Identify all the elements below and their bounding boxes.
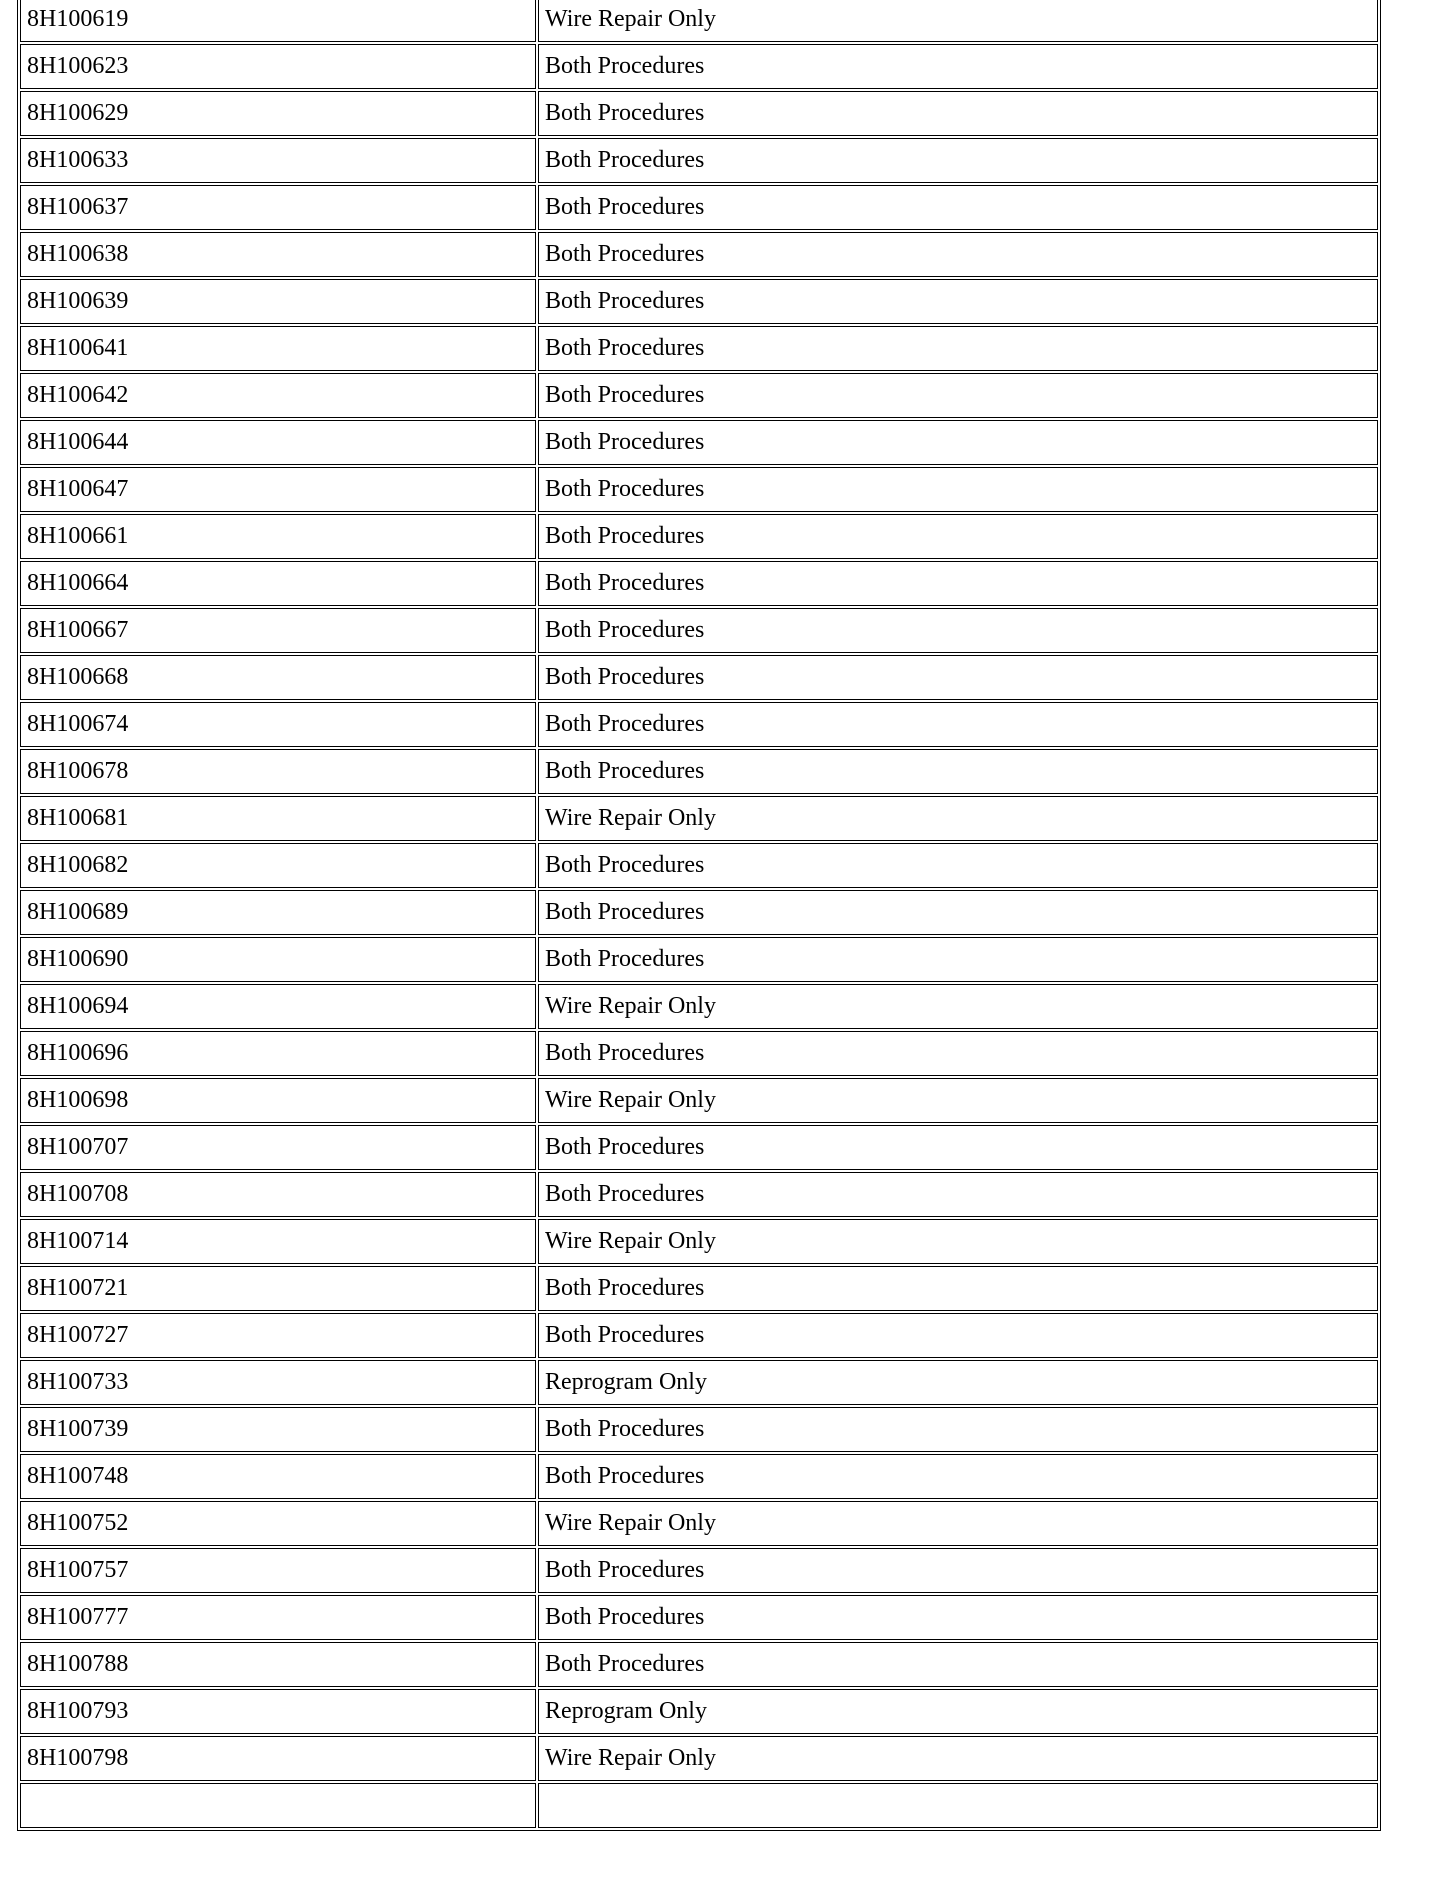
procedure-cell: Both Procedures: [538, 1125, 1378, 1170]
serial-cell: 8H100696: [20, 1031, 536, 1076]
table-row: [20, 467, 1378, 512]
serial-cell: 8H100682: [20, 843, 536, 888]
table-row: [20, 1548, 1378, 1593]
serial-cell: 8H100639: [20, 279, 536, 324]
table-row: [20, 0, 1378, 42]
table-row: [20, 232, 1378, 277]
serial-cell: 8H100698: [20, 1078, 536, 1123]
table-row: [20, 91, 1378, 136]
table-row: [20, 1454, 1378, 1499]
procedure-cell: Wire Repair Only: [538, 984, 1378, 1029]
procedure-cell: Both Procedures: [538, 185, 1378, 230]
serial-cell: 8H100638: [20, 232, 536, 277]
procedure-cell: Both Procedures: [538, 702, 1378, 747]
procedure-cell: Both Procedures: [538, 138, 1378, 183]
procedure-cell: Both Procedures: [538, 514, 1378, 559]
table-body: [20, 0, 1378, 1828]
table-row: [20, 1172, 1378, 1217]
table-row: [20, 1689, 1378, 1734]
table-row: [20, 702, 1378, 747]
table-row: [20, 1078, 1378, 1123]
table-row-partial: [20, 1783, 1378, 1828]
serial-cell: 8H100644: [20, 420, 536, 465]
table-row: [20, 655, 1378, 700]
procedure-cell: Wire Repair Only: [538, 0, 1378, 42]
serial-cell: 8H100641: [20, 326, 536, 371]
procedure-cell: Both Procedures: [538, 232, 1378, 277]
procedure-cell: Both Procedures: [538, 890, 1378, 935]
procedure-cell: Both Procedures: [538, 1172, 1378, 1217]
procedure-cell: Both Procedures: [538, 655, 1378, 700]
procedure-cell: Both Procedures: [538, 561, 1378, 606]
serial-cell: [20, 1783, 536, 1828]
serial-cell: 8H100661: [20, 514, 536, 559]
serial-cell: 8H100694: [20, 984, 536, 1029]
serial-cell: 8H100647: [20, 467, 536, 512]
procedure-cell: Wire Repair Only: [538, 1078, 1378, 1123]
table-row: [20, 1360, 1378, 1405]
table-row: [20, 1501, 1378, 1546]
serial-cell: 8H100727: [20, 1313, 536, 1358]
table-row: [20, 796, 1378, 841]
serial-cell: 8H100707: [20, 1125, 536, 1170]
serial-cell: 8H100757: [20, 1548, 536, 1593]
table-row: [20, 326, 1378, 371]
procedure-cell: Both Procedures: [538, 44, 1378, 89]
serial-cell: 8H100637: [20, 185, 536, 230]
table-row: [20, 514, 1378, 559]
table-row: [20, 749, 1378, 794]
table-row: [20, 1266, 1378, 1311]
serial-cell: 8H100752: [20, 1501, 536, 1546]
procedure-cell: Both Procedures: [538, 843, 1378, 888]
procedure-cell: Both Procedures: [538, 326, 1378, 371]
procedure-cell: Both Procedures: [538, 749, 1378, 794]
procedure-cell: [538, 1783, 1378, 1828]
procedure-cell: Both Procedures: [538, 91, 1378, 136]
table-row: [20, 279, 1378, 324]
serial-cell: 8H100733: [20, 1360, 536, 1405]
table-row: [20, 1642, 1378, 1687]
serial-cell: 8H100681: [20, 796, 536, 841]
procedures-table: [17, 0, 1381, 1831]
table-row: [20, 561, 1378, 606]
procedure-cell: Both Procedures: [538, 1031, 1378, 1076]
procedure-cell: Both Procedures: [538, 467, 1378, 512]
serial-cell: 8H100667: [20, 608, 536, 653]
procedure-cell: Wire Repair Only: [538, 1219, 1378, 1264]
serial-cell: 8H100642: [20, 373, 536, 418]
table-row: [20, 1031, 1378, 1076]
serial-cell: 8H100739: [20, 1407, 536, 1452]
serial-cell: 8H100678: [20, 749, 536, 794]
table-row: [20, 843, 1378, 888]
serial-cell: 8H100714: [20, 1219, 536, 1264]
table-row: [20, 984, 1378, 1029]
serial-cell: 8H100664: [20, 561, 536, 606]
serial-cell: 8H100777: [20, 1595, 536, 1640]
serial-cell: 8H100690: [20, 937, 536, 982]
table-row: [20, 1125, 1378, 1170]
serial-cell: 8H100708: [20, 1172, 536, 1217]
table-row: [20, 44, 1378, 89]
procedure-cell: Both Procedures: [538, 279, 1378, 324]
table-row: [20, 420, 1378, 465]
serial-cell: 8H100619: [20, 0, 536, 42]
table-row: [20, 185, 1378, 230]
table-row: [20, 1313, 1378, 1358]
procedure-cell: Both Procedures: [538, 937, 1378, 982]
procedure-cell: Both Procedures: [538, 1642, 1378, 1687]
serial-cell: 8H100793: [20, 1689, 536, 1734]
table-row: [20, 1736, 1378, 1781]
procedures-table-container: [17, 0, 1381, 1831]
procedure-cell: Wire Repair Only: [538, 1736, 1378, 1781]
table-row: [20, 890, 1378, 935]
procedure-cell: Both Procedures: [538, 1407, 1378, 1452]
procedure-cell: Both Procedures: [538, 1313, 1378, 1358]
procedure-cell: Both Procedures: [538, 1266, 1378, 1311]
procedure-cell: Reprogram Only: [538, 1689, 1378, 1734]
serial-cell: 8H100629: [20, 91, 536, 136]
serial-cell: 8H100798: [20, 1736, 536, 1781]
procedure-cell: Both Procedures: [538, 1595, 1378, 1640]
procedure-cell: Reprogram Only: [538, 1360, 1378, 1405]
serial-cell: 8H100721: [20, 1266, 536, 1311]
table-row: [20, 373, 1378, 418]
serial-cell: 8H100788: [20, 1642, 536, 1687]
table-row: [20, 138, 1378, 183]
table-row: [20, 1407, 1378, 1452]
serial-cell: 8H100668: [20, 655, 536, 700]
serial-cell: 8H100748: [20, 1454, 536, 1499]
procedure-cell: Both Procedures: [538, 1454, 1378, 1499]
procedure-cell: Wire Repair Only: [538, 1501, 1378, 1546]
serial-cell: 8H100623: [20, 44, 536, 89]
table-row: [20, 1219, 1378, 1264]
serial-cell: 8H100689: [20, 890, 536, 935]
procedure-cell: Wire Repair Only: [538, 796, 1378, 841]
procedure-cell: Both Procedures: [538, 373, 1378, 418]
table-row: [20, 608, 1378, 653]
table-row: [20, 937, 1378, 982]
procedure-cell: Both Procedures: [538, 1548, 1378, 1593]
procedure-cell: Both Procedures: [538, 608, 1378, 653]
serial-cell: 8H100674: [20, 702, 536, 747]
procedure-cell: Both Procedures: [538, 420, 1378, 465]
serial-cell: 8H100633: [20, 138, 536, 183]
table-row: [20, 1595, 1378, 1640]
